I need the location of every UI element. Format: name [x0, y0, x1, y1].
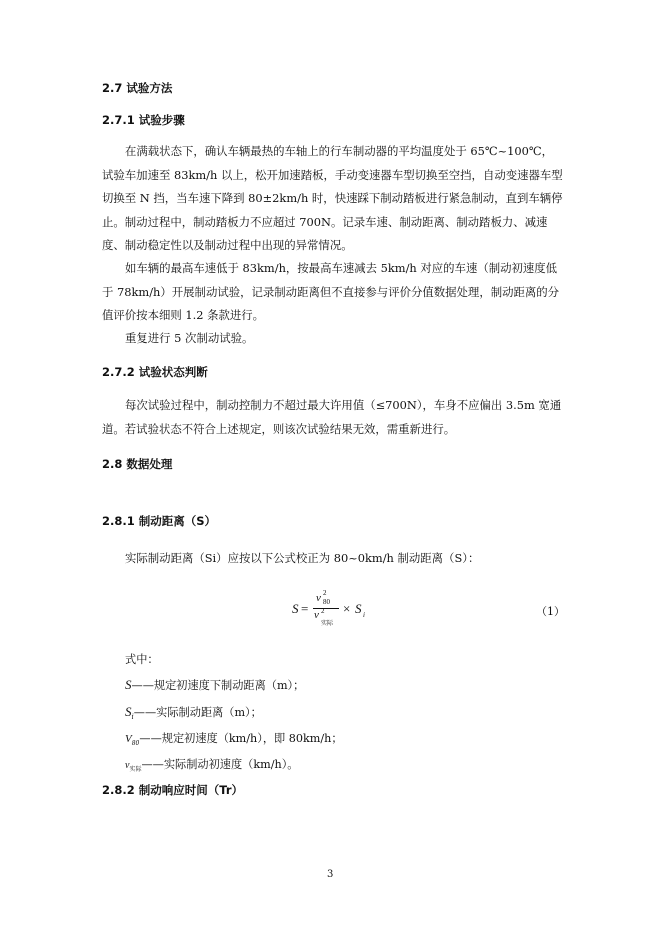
section-heading-2-7-1: 2.7.1 试验步骤: [102, 113, 185, 127]
where-label: 式中：: [125, 653, 159, 666]
def-symbol-sub: 实际: [129, 766, 142, 773]
braking-distance-formula: [292, 589, 382, 628]
formula-times: ×: [343, 601, 351, 616]
definition-si: [125, 704, 262, 720]
section-heading-2-8-2: 2.8.2 制动响应时间（Tr）: [102, 783, 243, 797]
definition-v80: [125, 730, 343, 746]
paragraph-low-speed-vehicles: 如车辆的最高车速低于 83km/h，按最高车速减去 5km/h 对应的车速（制动初速度低于 78km/h）开展制动试验，记录制动距离但不直接参与评价分值数据处理，制动距离的分值评价按本细则 1.2 条款进行。: [102, 261, 560, 322]
formula-numerator-sup: 2: [323, 589, 327, 597]
formula-equals: =: [301, 601, 309, 616]
def-symbol: S: [125, 704, 132, 719]
paragraph-test-procedure: 在满载状态下，确认车辆最热的车轴上的行车制动器的平均温度处于 65℃~100℃，试验车加速至 83km/h 以上，松开加速踏板，手动变速器车型切换至空挡，自动变速器车型切换至 N 挡，当车速下降到 80±2km/h 时，快速踩下制动踏板进行紧急制动，直到车辆停止。制动过程中，制动踏板力不应超过 700N。记录车速、制动距离、制动踏板力、减速度、制动稳定性以及制动过程中出现的异常情况。: [102, 144, 563, 252]
formula-denominator-v: v: [314, 609, 319, 621]
def-symbol: v: [125, 760, 130, 771]
paragraph-test-state: 每次试验过程中，制动控制力不超过最大许用值（≤700N），车身不应偏出 3.5m 宽通道。若试验状态不符合上述规定，则该次试验结果无效，需重新进行。: [102, 398, 562, 436]
formula-fraction: [313, 589, 339, 628]
section-heading-2-7-2: 2.7.2 试验状态判断: [102, 365, 208, 379]
section-heading-2-7: 2.7 试验方法: [102, 81, 173, 95]
def-symbol-sub: i: [131, 713, 134, 721]
def-text: ——实际制动距离（m）；: [133, 706, 262, 719]
page-number: 3: [327, 869, 334, 880]
paragraph-repeat-tests: 重复进行 5 次制动试验。: [125, 331, 254, 345]
def-symbol: S: [125, 677, 132, 692]
def-symbol: V: [125, 733, 132, 745]
formula-numerator-sub: 80: [323, 598, 330, 606]
def-text: ——规定初速度（km/h），即 80km/h；: [139, 732, 343, 745]
paragraph-correction-intro: 实际制动距离（Si）应按以下公式校正为 80~0km/h 制动距离（S）：: [125, 551, 480, 565]
def-text: ——规定初速度下制动距离（m）；: [131, 679, 305, 692]
formula-numerator-v: v: [316, 592, 321, 604]
definition-v-actual: [125, 756, 298, 772]
section-heading-2-8: 2.8 数据处理: [102, 457, 173, 471]
definition-s: [125, 677, 304, 693]
section-heading-2-8-1: 2.8.1 制动距离（S）: [102, 514, 217, 528]
formula-rhs-sub: i: [363, 611, 365, 619]
formula-rhs-s: S: [355, 601, 362, 616]
def-text: ——实际制动初速度（km/h）。: [141, 758, 299, 771]
formula-lhs: S: [292, 601, 299, 616]
def-symbol-sub: 80: [131, 740, 140, 747]
formula-number: （1）: [536, 605, 565, 618]
formula-denominator-sub: 实际: [321, 621, 334, 627]
formula-denominator-sup: 2: [321, 607, 325, 615]
